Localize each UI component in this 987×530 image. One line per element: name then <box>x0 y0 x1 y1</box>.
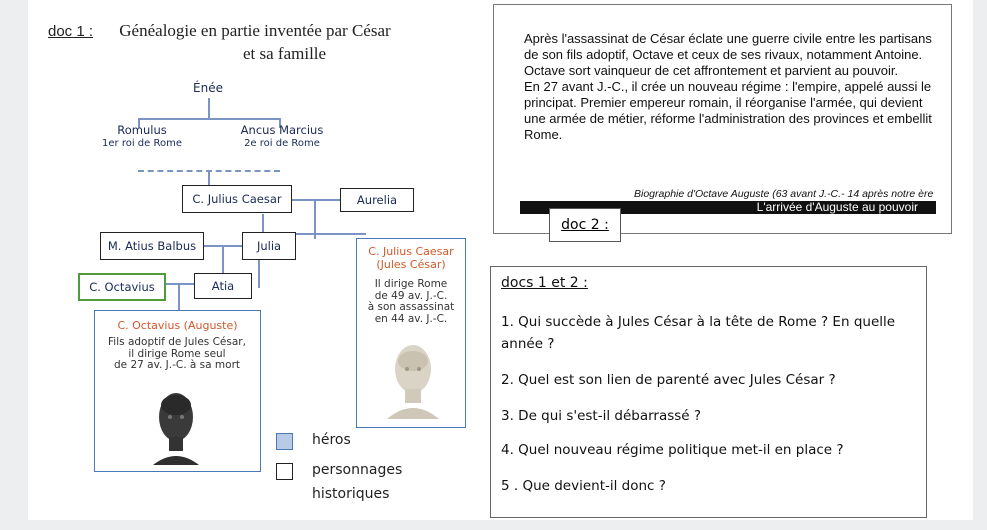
augustus-desc: il dirige Rome seul <box>128 347 226 360</box>
tree-node-aurelia <box>340 188 414 212</box>
tree-node-ancus <box>232 122 332 152</box>
node-label: Atia <box>211 278 235 293</box>
tree-node-octavius <box>78 273 166 301</box>
tree-node-julius-caesar-father <box>182 185 292 213</box>
question-5: 5 . Que devient-il donc ? <box>501 478 666 494</box>
doc2-caption: Biographie d'Octave Auguste (63 avant J.-C.- 14 après notre ère <box>634 188 934 200</box>
doc1-title-line1: Généalogie en partie inventée par César <box>119 21 391 40</box>
tree-node-auguste <box>94 310 261 472</box>
caesar-desc: à son assassinat <box>367 301 455 313</box>
caesar-bust-image <box>381 339 445 421</box>
caesar-alias: (Jules César) <box>376 258 446 271</box>
tree-line <box>178 283 180 311</box>
node-label: Ancus Marcius <box>240 123 324 137</box>
legend-historical-label <box>312 460 402 504</box>
augustus-desc: Fils adoptif de Jules César, <box>108 336 246 348</box>
doc1-title-line2: et sa famille <box>243 44 327 63</box>
question-1-line1: 1. Qui succède à Jules César à la tête de Rome ? En quelle <box>501 314 896 330</box>
tree-line <box>208 98 210 120</box>
augustus-name: C. Octavius (Auguste) <box>117 319 238 332</box>
caesar-desc: en 44 av. J.-C. <box>374 312 448 325</box>
tree-line <box>258 260 260 288</box>
doc2-banner: L'arrivée d'Auguste au pouvoir <box>520 201 936 214</box>
legend-hero-swatch <box>276 433 293 450</box>
node-label: Romulus <box>117 123 167 137</box>
caesar-desc: Il dirige Rome <box>374 278 448 290</box>
doc2-label: doc 2 : <box>549 208 621 242</box>
question-2: 2. Quel est son lien de parenté avec Jules César ? <box>501 372 836 388</box>
questions-panel <box>490 266 927 518</box>
question-1-line2: année ? <box>501 336 555 352</box>
family-tree <box>72 70 490 475</box>
question-3: 3. De qui s'est-il débarrassé ? <box>501 408 702 424</box>
doc2-paragraph: Après l'assassinat de César éclate une guerre civile entre les partisans de son fils adoptif, Octave et ceux de ses rivaux, notamment Antoine. Octave sort vainqueur de cet affrontement et parvient au pouvoir. <box>524 31 932 78</box>
doc1-heading <box>48 20 488 65</box>
doc2-paragraph: En 27 avant J.-C., il crée un nouveau régime : l'empire, appelé aussi le principat. Premier empereur romain, il réorganise l'armée, qui devient une armée de métier, réforme l'administration des provinces et embellit Rome. <box>524 79 932 142</box>
tree-line <box>138 118 280 120</box>
node-label: C. Julius Caesar <box>192 191 282 206</box>
tree-node-enee <box>172 78 244 98</box>
caesar-name: C. Julius Caesar <box>368 245 454 258</box>
legend-historical-swatch <box>276 463 293 480</box>
doc1-label: doc 1 : <box>48 23 94 40</box>
node-sublabel: 1er roi de Rome <box>102 138 182 149</box>
tree-node-atia <box>194 273 252 299</box>
tree-line <box>262 214 264 234</box>
questions-title-text: docs 1 et 2 : <box>501 275 588 291</box>
questions-title <box>501 275 588 291</box>
node-label: Énée <box>193 80 223 95</box>
question-1 <box>501 311 921 355</box>
node-sublabel: 2e roi de Rome <box>244 138 320 149</box>
doc2-text <box>524 31 934 143</box>
tree-node-romulus <box>92 122 192 152</box>
tree-node-julia <box>242 232 296 260</box>
node-label: C. Octavius <box>89 279 155 294</box>
legend-hero-label: héros <box>312 432 351 448</box>
tree-node-jules-cesar <box>356 238 466 428</box>
legend-historical-line2: historiques <box>312 486 390 502</box>
node-label: M. Atius Balbus <box>107 238 197 253</box>
caesar-desc: de 49 av. J.-C. <box>374 289 448 302</box>
augustus-desc: de 27 av. J.-C. à sa mort <box>114 359 240 371</box>
tree-node-atius-balbus <box>100 232 204 260</box>
doc2-panel <box>493 4 952 234</box>
augustus-bust-image <box>145 387 207 467</box>
legend-historical-line1: personnages <box>312 462 403 478</box>
node-label: Aurelia <box>356 192 398 207</box>
node-label: Julia <box>256 238 282 253</box>
question-4: 4. Quel nouveau régime politique met-il en place ? <box>501 442 844 458</box>
